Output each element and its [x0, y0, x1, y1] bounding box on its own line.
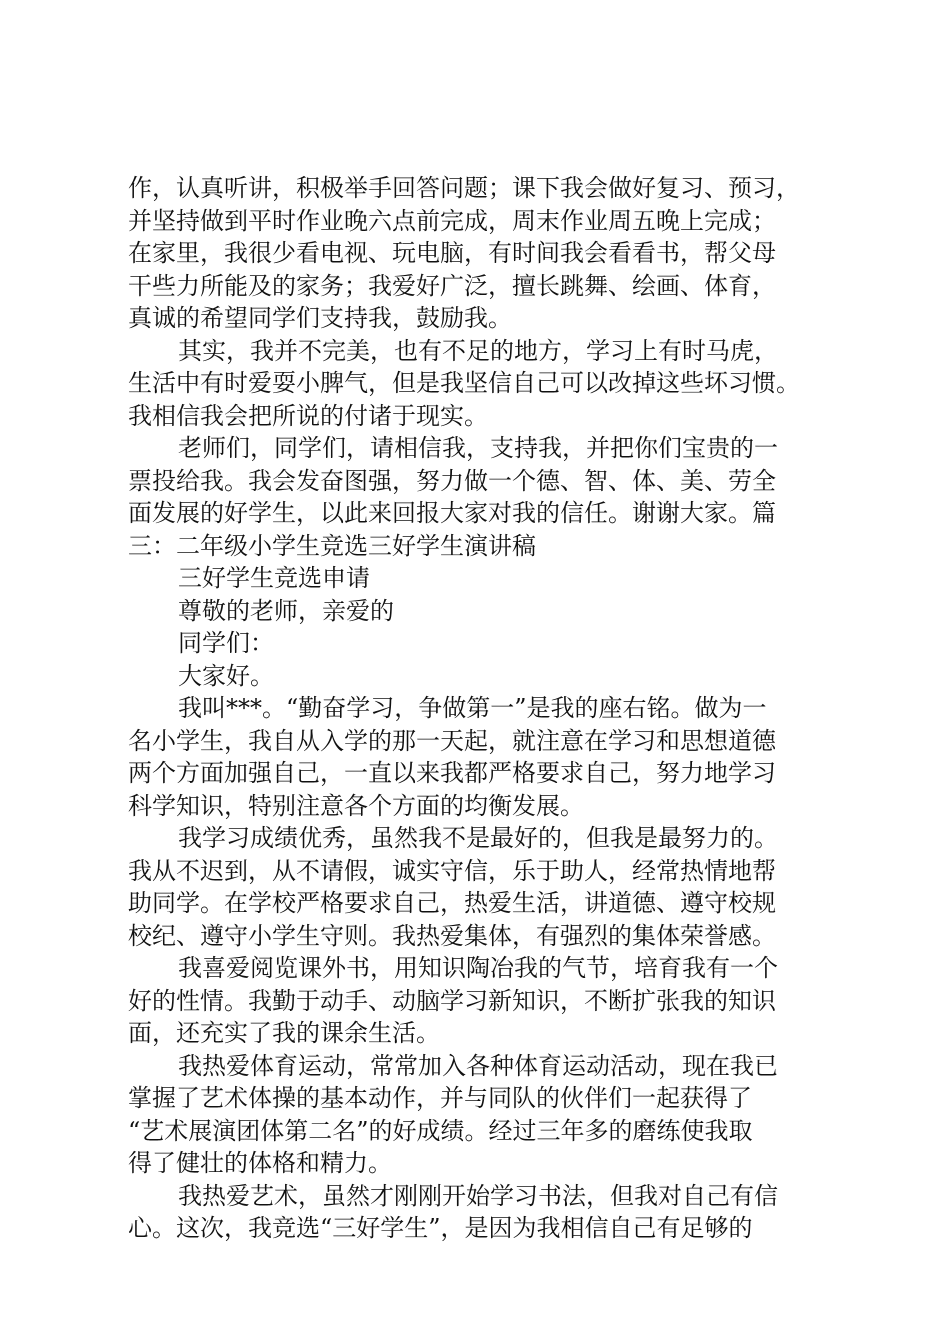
text-line: 作，认真听讲，积极举手回答问题；课下我会做好复习、预习， [128, 174, 800, 202]
text-line: 生活中有时爱耍小脾气，但是我坚信自己可以改掉这些坏习惯。 [128, 369, 800, 397]
text-line: 面，还充实了我的课余生活。 [128, 1019, 440, 1047]
text-line: 名小学生，我自从入学的那一天起，就注意在学习和思想道德 [128, 726, 776, 755]
text-line: 并坚持做到平时作业晚六点前完成，周末作业周五晚上完成； [128, 206, 776, 235]
text-line: 我相信我会把所说的付诸于现实。 [128, 401, 488, 430]
text-line: 三：二年级小学生竞选三好学生演讲稿 [128, 531, 536, 560]
text-line: 我热爱艺术，虽然才刚刚开始学习书法，但我对自己有信 [178, 1181, 778, 1210]
document-body [128, 172, 838, 1245]
text-line: 得了健壮的体格和精力。 [128, 1149, 392, 1177]
text-line: 大家好。 [178, 661, 274, 690]
text-line: 好的性情。我勤于动手、动脑学习新知识，不断扩张我的知识 [128, 986, 776, 1015]
text-line: 三好学生竞选申请 [178, 564, 370, 592]
text-line: 老师们，同学们，请相信我，支持我，并把你们宝贵的一 [178, 434, 778, 462]
text-line: 在家里，我很少看电视、玩电脑，有时间我会看看书，帮父母 [128, 239, 776, 267]
text-line: 真诚的希望同学们支持我，鼓励我。 [128, 304, 512, 332]
text-line: 票投给我。我会发奋图强，努力做一个德、智、体、美、劳全 [128, 466, 776, 495]
text-line: “艺术展演团体第二名”的好成绩。经过三年多的磨练使我取 [128, 1116, 753, 1145]
text-line: 我喜爱阅览课外书，用知识陶冶我的气节，培育我有一个 [178, 954, 778, 982]
text-line: 其实，我并不完美，也有不足的地方，学习上有时马虎， [178, 336, 778, 365]
text-line: 面发展的好学生，以此来回报大家对我的信任。谢谢大家。篇 [128, 499, 776, 527]
text-line: 两个方面加强自己，一直以来我都严格要求自己，努力地学习 [128, 759, 776, 787]
text-line: 科学知识，特别注意各个方面的均衡发展。 [128, 791, 584, 820]
text-line: 助同学。在学校严格要求自己，热爱生活，讲道德、遵守校规 [128, 889, 776, 917]
text-line: 校纪、遵守小学生守则。我热爱集体，有强烈的集体荣誉感。 [128, 921, 776, 950]
text-line: 我从不迟到，从不请假，诚实守信，乐于助人，经常热情地帮 [128, 856, 776, 885]
text-line: 心。这次，我竞选“三好学生”，是因为我相信自己有足够的 [128, 1214, 753, 1242]
text-line: 同学们： [178, 629, 274, 657]
text-line: 我学习成绩优秀，虽然我不是最好的，但我是最努力的。 [178, 824, 778, 852]
text-line: 我热爱体育运动，常常加入各种体育运动活动，现在我已 [178, 1051, 778, 1080]
text-line: 我叫***。“勤奋学习，争做第一”是我的座右铭。做为一 [178, 694, 767, 722]
text-line: 掌握了艺术体操的基本动作，并与同队的伙伴们一起获得了 [128, 1084, 752, 1112]
text-line: 尊敬的老师，亲爱的 [178, 596, 394, 625]
text-line: 干些力所能及的家务；我爱好广泛，擅长跳舞、绘画、体育， [128, 271, 776, 300]
